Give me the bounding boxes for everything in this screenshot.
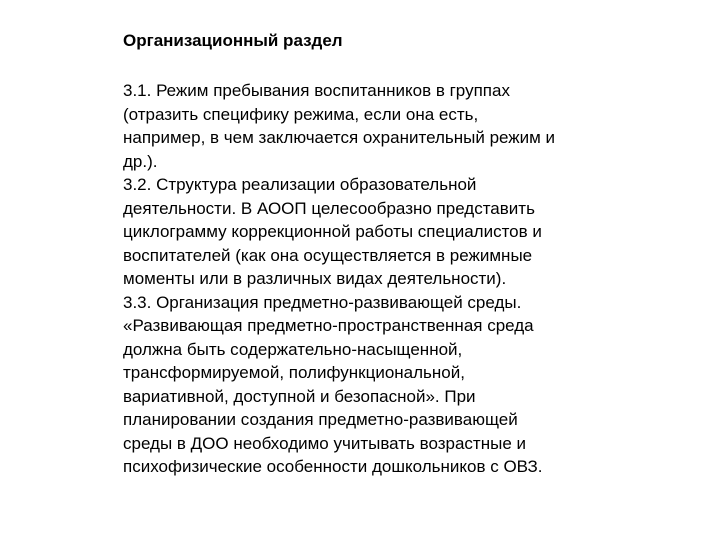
body-line: трансформируемой, полифункциональной, bbox=[123, 363, 465, 382]
body-line: деятельности. В АООП целесообразно представить bbox=[123, 198, 535, 218]
body-line: 3.1. Режим пребывания воспитанников в группах bbox=[123, 81, 510, 100]
body-line: психофизические особенности дошкольников с ОВЗ. bbox=[123, 457, 543, 476]
body-line: «Развивающая предметно-пространственная среда bbox=[123, 316, 534, 335]
body-line: среды в ДОО необходимо учитывать возрастные и bbox=[123, 433, 526, 453]
body-line: должна быть содержательно-насыщенной, bbox=[123, 339, 463, 359]
body-line: др.). bbox=[123, 151, 158, 171]
body-line: 3.2. Структура реализации образовательной bbox=[123, 175, 477, 194]
body-line: моменты или в различных видах деятельности). bbox=[123, 269, 507, 288]
body-line: воспитателей (как она осуществляется в режимные bbox=[123, 245, 533, 265]
body-line: циклограмму коррекционной работы специалистов и bbox=[123, 222, 542, 241]
body-line: вариативной, доступной и безопасной». При bbox=[123, 386, 476, 406]
body-line: (отразить специфику режима, если она есть, bbox=[123, 104, 479, 124]
body-line: 3.3. Организация предметно-развивающей среды. bbox=[123, 292, 522, 312]
body-line: например, в чем заключается охранительный режим и bbox=[123, 128, 556, 147]
slide-title: Организационный раздел bbox=[123, 31, 343, 50]
body-line: планировании создания предметно-развивающей bbox=[123, 410, 518, 429]
slide-body bbox=[123, 79, 663, 479]
